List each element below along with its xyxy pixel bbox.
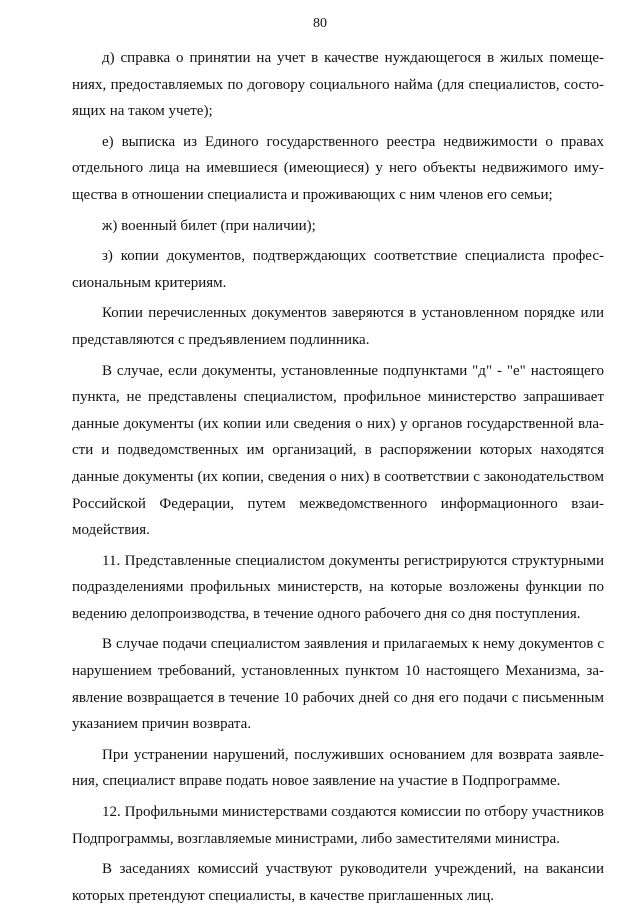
paragraph-subitem-zh: ж) военный билет (при наличии); — [102, 217, 316, 234]
paragraph-subitem-e: е) выписка из Единого государственного реестра недвижимости о правах отдельного лица на имевшиеся (имеющиеся) у него объекты недвижимого имущества в отношении специалиста и проживающих с ним членов его семьи; — [72, 133, 604, 203]
page-number: 80 — [313, 16, 327, 31]
paragraph-application-return: В случае подачи специалистом заявления и прилагаемых к нему документов с нарушением требований, установленных пунктом 10 настоящего Механизма, заявление возвращается в течение 10 рабочих дней со дня его подачи с письменным указанием причин возврата. — [72, 636, 604, 733]
document-body — [72, 45, 604, 913]
paragraph-resubmission: При устранении нарушений, послуживших основанием для возврата заявления, специалист вправе подать новое заявление на участие в Подпрограмме. — [72, 746, 604, 790]
paragraph-interagency-request: В случае, если документы, установленные подпунктами "д" - "е" настоящего пункта, не представлены специалистом, профильное министерство запрашивает данные документы (их копии или сведения о них) у органов государственной власти и подведомственных им организаций, в распоряжении которых находятся данные документы (их копии, сведения о них) в соответствии с законодательством Российской Федерации, путем межведомственного информационного взаимодействия. — [72, 362, 604, 539]
paragraph-copies-certification: Копии перечисленных документов заверяются в установленном порядке или представляются с предъявлением подлинника. — [72, 305, 604, 348]
paragraph-item-11: 11. Представленные специалистом документы регистрируются структурными подразделениями профильных министерств, на которые возложены функции по ведению делопроизводства, в течение одного рабочего дня со дня поступления. — [72, 552, 604, 622]
paragraph-commission-meetings: В заседаниях комиссий участвуют руководители учреждений, на вакансии которых претендуют специалисты, в качестве приглашенных лиц. — [72, 861, 604, 904]
paragraph-subitem-z: з) копии документов, подтверждающих соответствие специалиста профессиональным критериям. — [72, 248, 604, 291]
paragraph-subitem-d: д) справка о принятии на учет в качестве нуждающегося в жилых помещениях, предоставляемых по договору социального найма (для специалистов, состоящих на таком учете); — [72, 50, 604, 120]
paragraph-item-12: 12. Профильными министерствами создаются комиссии по отбору участников Подпрограммы, возглавляемые министрами, либо заместителями министра. — [72, 804, 604, 847]
